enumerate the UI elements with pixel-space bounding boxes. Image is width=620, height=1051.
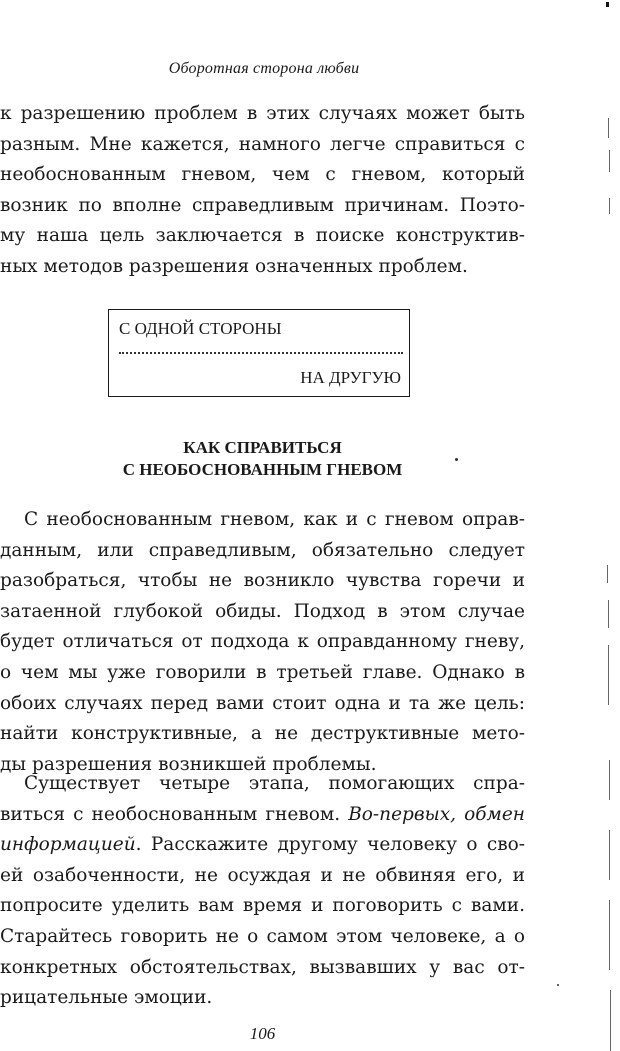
page-number: 106 [249, 1024, 276, 1043]
text-line: Существует четыре этапа, помогающих спра- [24, 773, 525, 794]
text-line: разобраться, чтобы не возникло чувства горечи и [0, 570, 525, 592]
text-line: о чем мы уже говорили в третьей главе. Однако в [0, 661, 525, 683]
box-top-text: С ОДНОЙ СТОРОНЫ [119, 319, 282, 338]
scan-artifact [608, 645, 609, 705]
scan-artifact [608, 600, 609, 628]
text-line: ных методов разрешения означенных проблем. [0, 255, 468, 277]
text-line: му наша цель заключается в поиске конструктив- [0, 225, 525, 247]
text-line: ды разрешения возникшей проблемы. [0, 753, 377, 775]
scan-artifact [606, 2, 609, 7]
text-line: Старайтесь говорить не о самом этом человеке, а о [0, 925, 525, 947]
scan-artifact [608, 118, 609, 138]
section-heading [0, 437, 525, 481]
text-line: затаенной глубокой обиды. Подход в этом случае [0, 600, 525, 622]
text-line: ей озабоченности, не осуждая и не обвиняя его, и [0, 864, 525, 886]
text-line: возник по вполне справедливым причинам. Поэто- [0, 194, 525, 216]
scan-artifact [610, 990, 611, 1051]
scan-artifact [607, 565, 608, 583]
scan-artifact [609, 198, 610, 214]
text-line: обоих случаях перед вами стоит одна и та же цель: [0, 692, 525, 714]
text-line [0, 800, 525, 831]
text-line: рицательные эмоции. [0, 987, 213, 1009]
text-line [0, 830, 525, 861]
text-line: разным. Мне кажется, намного легче справиться с [0, 133, 525, 155]
text-line: попросите уделить вам время и поговорить с вами. [0, 895, 525, 917]
text-plain: виться с необоснованным гневом. [0, 803, 349, 825]
scan-artifact [609, 830, 610, 880]
running-header: Оборотная сторона любви [168, 60, 360, 77]
text-line: С необоснованным гневом, как и с гневом оправ- [24, 509, 525, 530]
section-heading-line-1: КАК СПРАВИТЬСЯ [183, 438, 342, 457]
text-line: необоснованным гневом, чем с гневом, который [0, 164, 525, 186]
text-line: найти конструктивные, а не деструктивные мето- [0, 723, 525, 745]
paragraph-3 [0, 769, 525, 1014]
paragraph-2 [0, 505, 525, 780]
dotted-divider [119, 352, 403, 354]
scan-speck [455, 458, 458, 461]
text-plain: . Расскажите другому человеку о сво- [135, 834, 525, 856]
scan-artifact [609, 900, 610, 970]
on-one-hand-box [108, 309, 410, 397]
box-bottom-text: НА ДРУГУЮ [300, 368, 401, 387]
scan-speck [557, 984, 559, 986]
text-line: конкретных обстоятельствах, вызвавших у вас от- [0, 956, 525, 978]
scan-artifact [609, 150, 610, 172]
paragraph-1 [0, 99, 525, 283]
text-line: к разрешению проблем в этих случаях может быть [0, 103, 525, 124]
section-heading-line-2: С НЕОБОСНОВАННЫМ ГНЕВОМ [122, 460, 403, 479]
text-italic: Во-первых, обмен [348, 803, 525, 825]
scan-artifact [609, 760, 610, 800]
text-line: будет отличаться от подхода к оправданному гневу, [0, 631, 525, 653]
text-line: данным, или справедливым, обязательно следует [0, 539, 525, 561]
text-italic: информацией [0, 834, 136, 856]
